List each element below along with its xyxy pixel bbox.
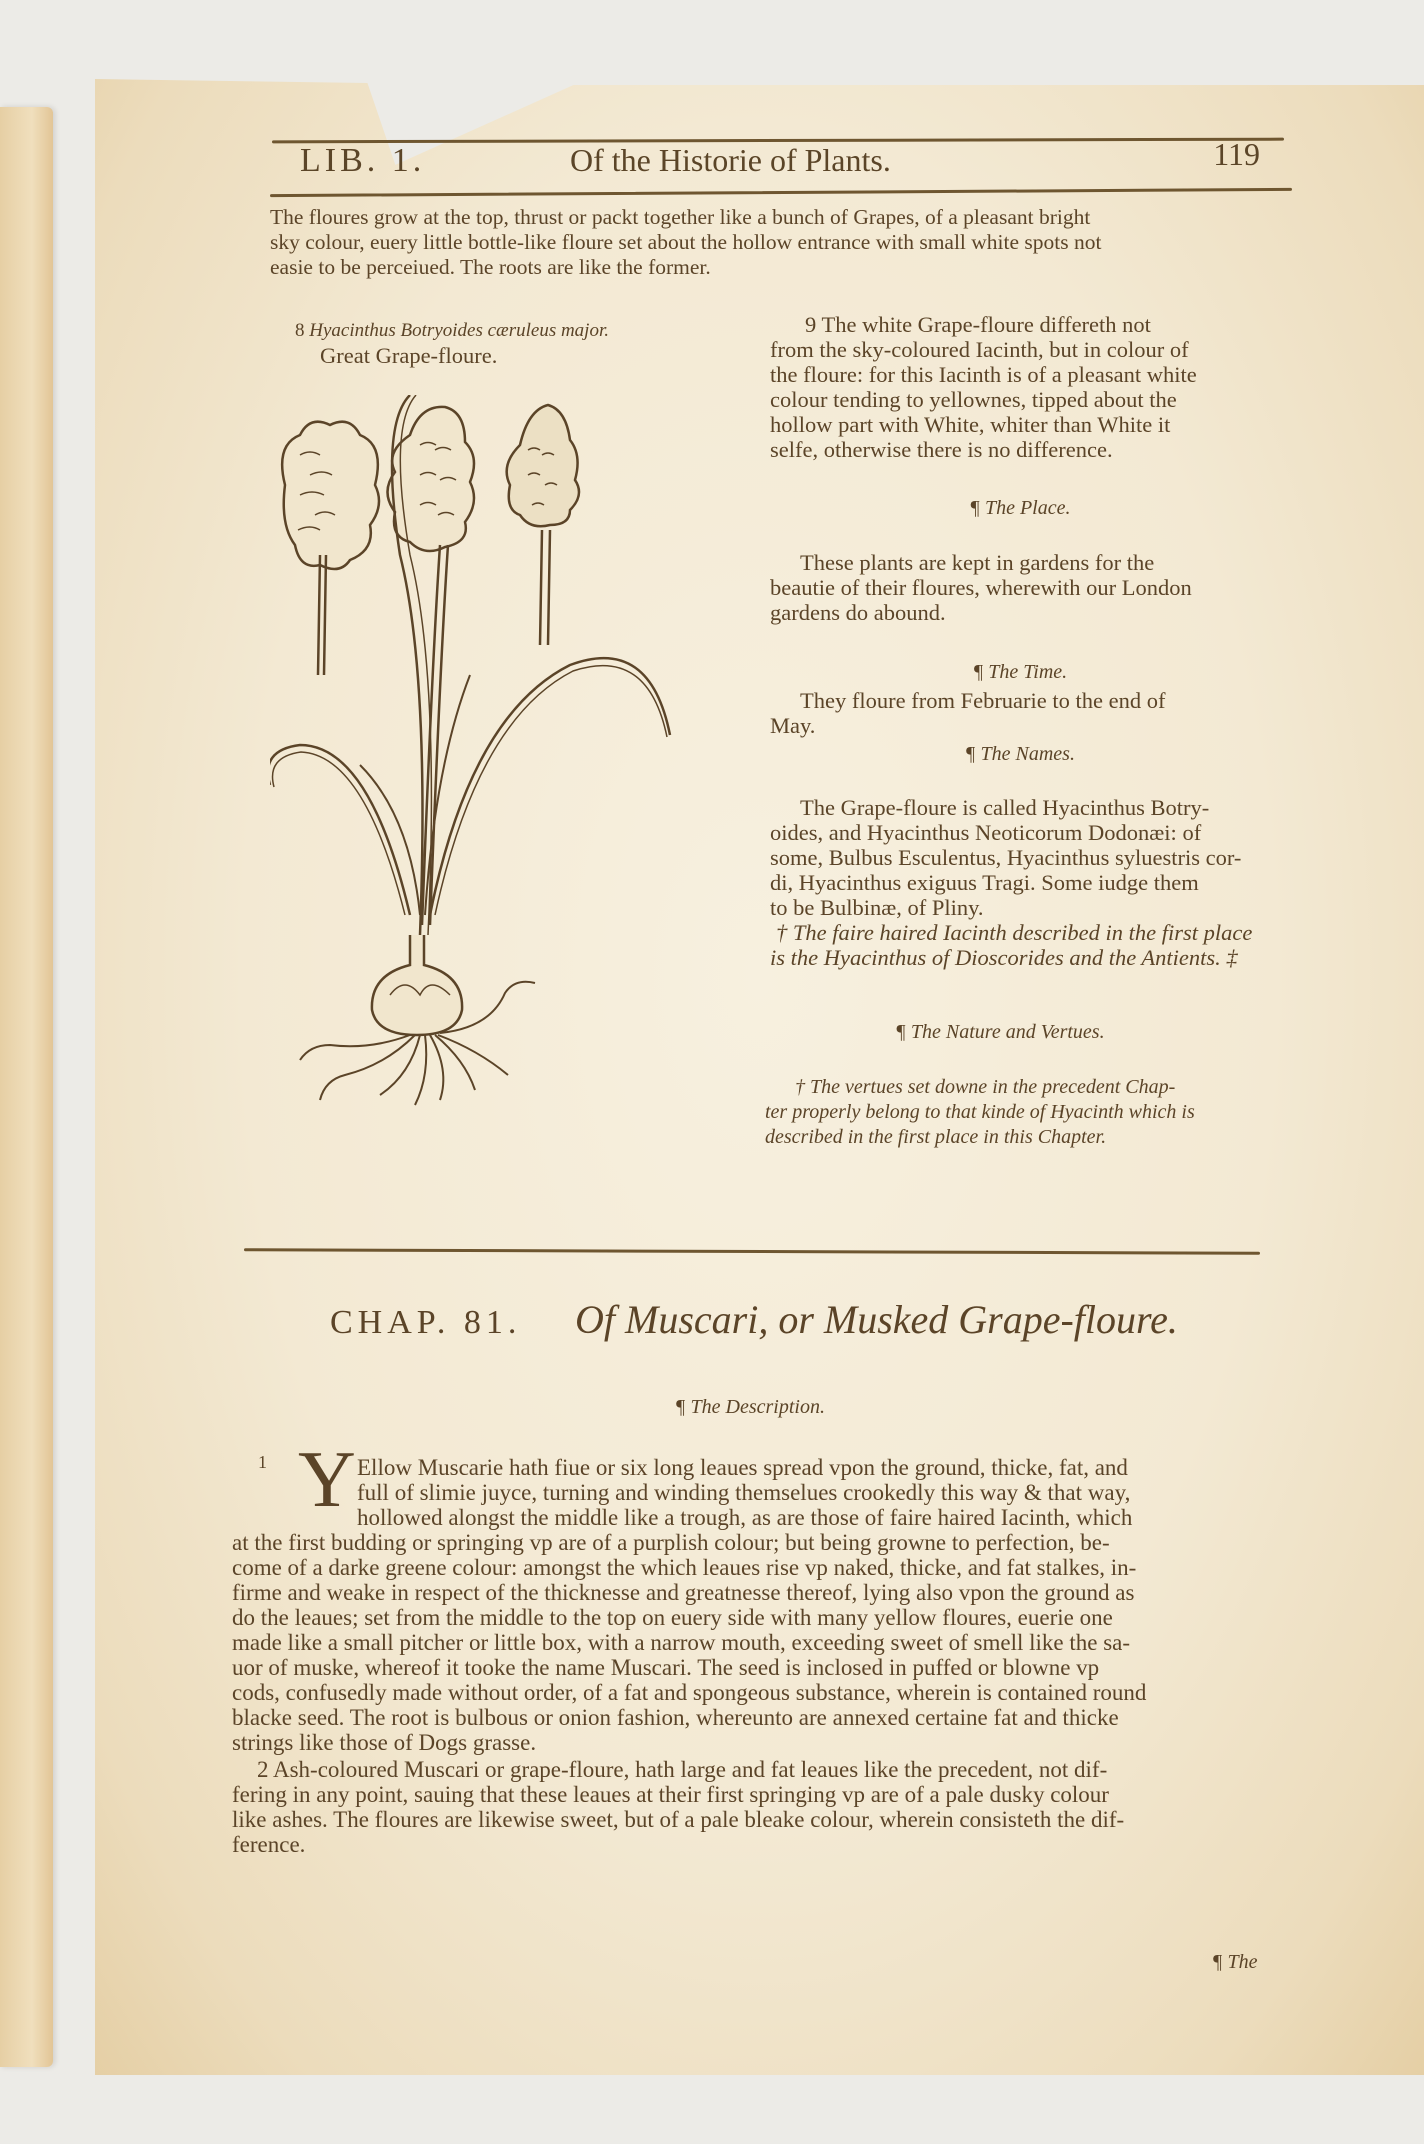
text-line: 9 The white Grape-floure differeth not xyxy=(805,312,1151,337)
text-line: † The vertues set downe in the precedent Chap- xyxy=(795,1076,1176,1098)
text-line: firme and weake in respect of the thicknesse and greatnesse thereof, lying also vpon the ground as xyxy=(232,1580,1135,1605)
chapter-title: Of Muscari, or Musked Grape-floure. xyxy=(575,1297,1178,1342)
figure-english-name: Great Grape-floure. xyxy=(320,343,498,368)
text-line: hollow part with White, whiter than White it xyxy=(770,412,1171,437)
text-line: the floure: for this Iacinth is of a pleasant white xyxy=(770,362,1197,387)
leaf xyxy=(430,658,670,915)
description-item-2 xyxy=(232,1757,1292,1857)
text-line: beautie of their floures, wherewith our London xyxy=(770,575,1192,600)
description-heading: ¶ The Description. xyxy=(675,1396,825,1418)
flower-spike-right xyxy=(507,405,579,645)
item-9-paragraph xyxy=(770,312,1270,462)
text-line: blacke seed. The root is bulbous or onion fashion, whereunto are annexed certaine fat and thicke xyxy=(232,1705,1119,1730)
names-paragraph xyxy=(770,795,1290,970)
nature-paragraph xyxy=(765,1075,1285,1150)
chapter-heading xyxy=(330,1297,1230,1360)
nature-heading: ¶ The Nature and Vertues. xyxy=(895,1021,1105,1043)
item-1-number: 1 xyxy=(258,1452,267,1472)
intro-paragraph xyxy=(270,205,1270,280)
flower-spike-left xyxy=(282,422,379,675)
text-line: from the sky-coloured Iacinth, but in colour of xyxy=(770,337,1189,362)
page-number: 119 xyxy=(1213,136,1260,172)
text-line: They floure from Februarie to the end of xyxy=(800,688,1166,713)
description-item-1 xyxy=(232,1455,1292,1755)
text-line: ference. xyxy=(232,1832,306,1857)
place-paragraph xyxy=(770,550,1270,625)
text-line: The Grape-floure is called Hyacinthus Botry- xyxy=(800,795,1210,820)
text-line: do the leaues; set from the middle to the top on euery side with many yellow floures, euerie one xyxy=(232,1605,1113,1630)
catchword: ¶ The xyxy=(1212,1951,1258,1973)
bulb xyxy=(372,935,462,1035)
text-line: come of a darke greene colour: amongst the which leaues rise vp naked, thicke, and fat stalkes, in- xyxy=(232,1555,1137,1580)
text-line: to be Bulbinæ, of Pliny. xyxy=(770,895,984,920)
place-heading: ¶ The Place. xyxy=(969,497,1071,519)
text-line: cods, confusedly made without order, of a fat and spongeous substance, wherein is contained round xyxy=(232,1680,1147,1705)
text-line: colour tending to yellownes, tipped about the xyxy=(770,387,1177,412)
text-line: sky colour, euery little bottle-like floure set about the hollow entrance with small white spots not xyxy=(270,230,1102,254)
text-line: full of slimie juyce, turning and winding themselues crookedly this way & that way, xyxy=(357,1480,1131,1505)
text-line: described in the first place in this Chapter. xyxy=(765,1126,1107,1148)
time-heading: ¶ The Time. xyxy=(972,661,1068,683)
text-line: like ashes. The floures are likewise sweet, but of a pale bleake colour, wherein consisteth the dif- xyxy=(232,1807,1125,1832)
running-title: Of the Historie of Plants. xyxy=(570,142,891,178)
text-line: uor of muske, whereof it tooke the name Muscari. The seed is inclosed in puffed or blowne vp xyxy=(232,1655,1100,1680)
text-line: 2 Ash-coloured Muscari or grape-floure, hath large and fat leaues like the precedent, not dif- xyxy=(257,1757,1108,1782)
text-line: ter properly belong to that kinde of Hyacinth which is xyxy=(765,1101,1195,1123)
text-line: at the first budding or springing vp are of a purplish colour; but being growne to perfection, be- xyxy=(232,1530,1110,1555)
text-line: di, Hyacinthus exiguus Tragi. Some iudge them xyxy=(770,870,1199,895)
text-line: These plants are kept in gardens for the xyxy=(800,550,1155,575)
names-heading: ¶ The Names. xyxy=(965,743,1075,765)
chapter-label: CHAP. 81. xyxy=(330,1304,522,1341)
text-line: The floures grow at the top, thrust or packt together like a bunch of Grapes, of a pleasant bright xyxy=(270,205,1091,229)
text-line: easie to be perceiued. The roots are like the former. xyxy=(270,255,711,279)
book-label: LIB. 1. xyxy=(300,142,426,179)
figure-caption xyxy=(295,318,715,368)
text-line: strings like those of Dogs grasse. xyxy=(232,1730,537,1755)
text-line: made like a small pitcher or little box, with a narrow mouth, exceeding sweet of smell like the sa- xyxy=(232,1630,1131,1655)
adjacent-page-edge xyxy=(0,107,53,2067)
text-line: some, Bulbus Esculentus, Hyacinthus syluestris cor- xyxy=(770,845,1242,870)
text-line: † The faire haired Iacinth described in the first place xyxy=(776,920,1253,945)
text-line: May. xyxy=(770,713,816,738)
text-line: is the Hyacinthus of Dioscorides and the Antients. ‡ xyxy=(770,945,1238,970)
running-header xyxy=(300,136,1260,184)
text-line: hollowed alongst the middle like a trough, as are those of faire haired Iacinth, which xyxy=(357,1505,1133,1530)
text-line: Ellow Muscarie hath fiue or six long leaues spread vpon the ground, thicke, fat, and xyxy=(357,1455,1128,1480)
drop-cap: Y xyxy=(298,1436,356,1524)
text-line: gardens do abound. xyxy=(770,600,946,625)
time-paragraph xyxy=(770,688,1280,738)
figure-latin-name: Hyacinthus Botryoides cæruleus major. xyxy=(309,320,610,341)
text-line: oides, and Hyacinthus Neoticorum Dodonæi: of xyxy=(770,820,1202,845)
text-line: selfe, otherwise there is no difference. xyxy=(770,437,1113,462)
figure-number: 8 xyxy=(295,320,305,341)
grape-hyacinth-illustration xyxy=(270,395,700,1185)
text-line: fering in any point, sauing that these leaues at their first springing vp are of a pale dusky colour xyxy=(232,1782,1109,1807)
